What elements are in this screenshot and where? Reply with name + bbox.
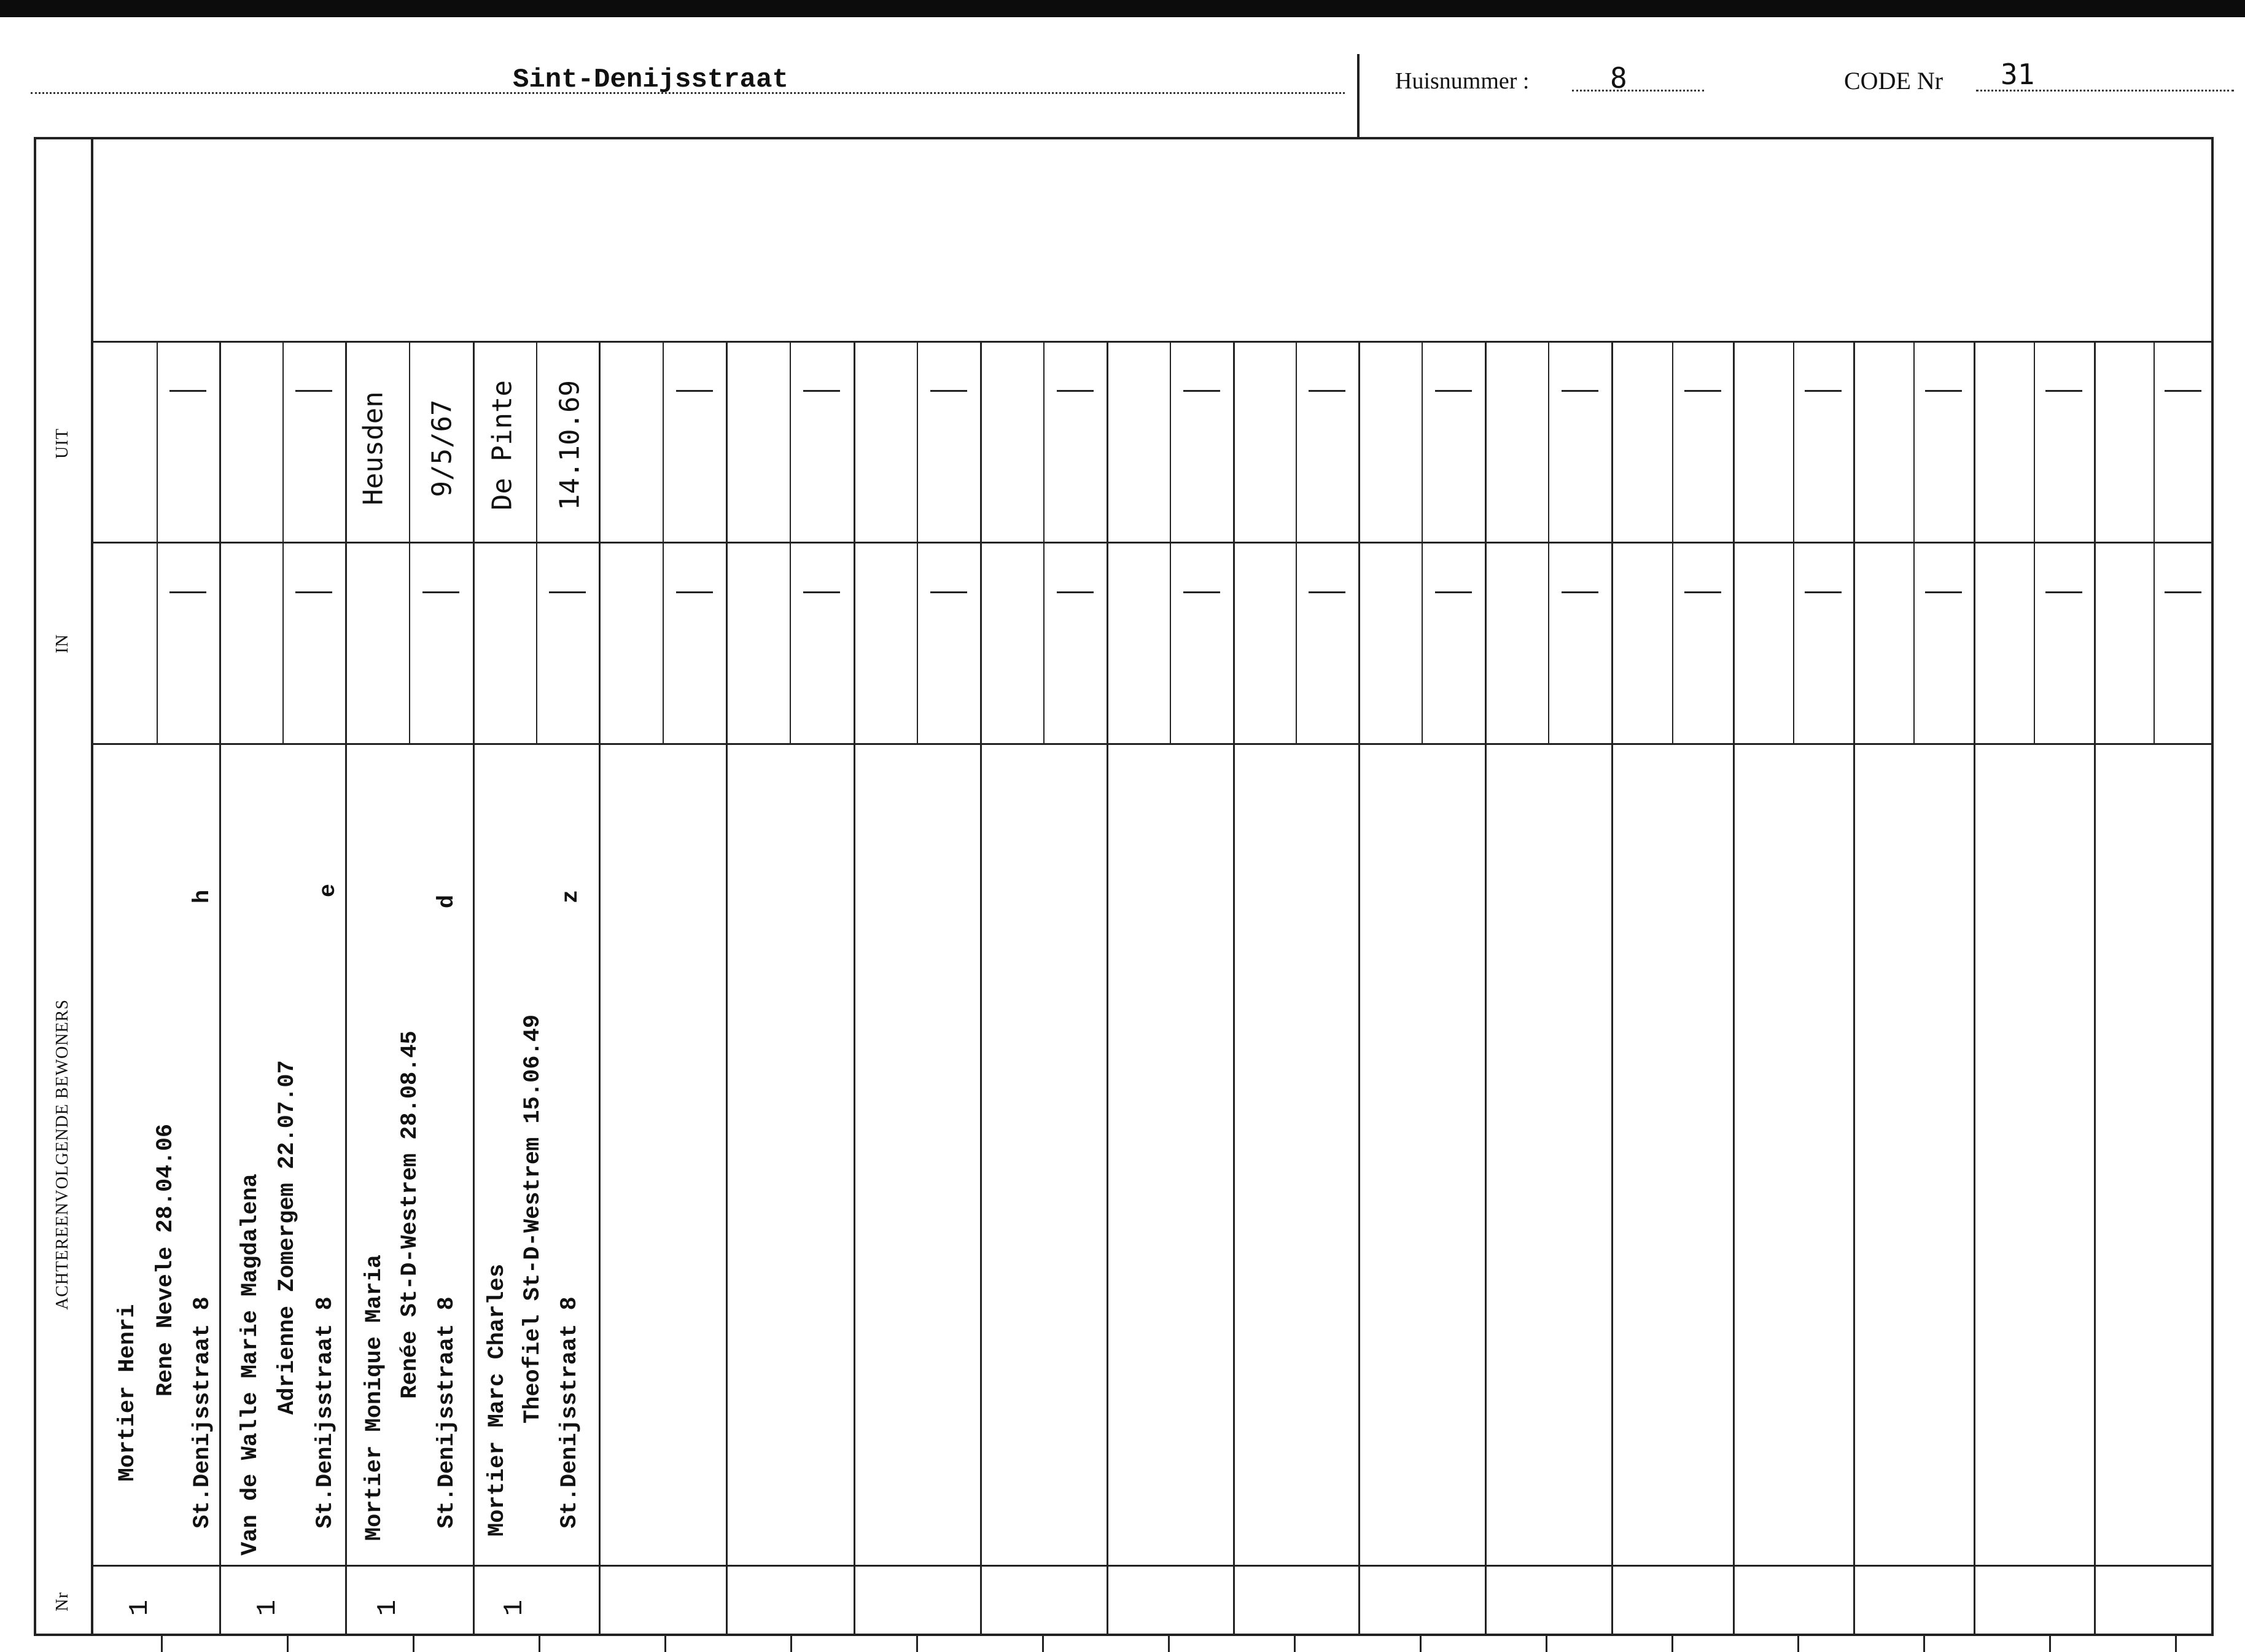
uit-dash-mark <box>1309 390 1345 392</box>
column-divider <box>726 341 728 1635</box>
column-subdivider <box>1043 341 1045 743</box>
bottom-tick <box>1294 1634 1296 1652</box>
record-uit-place: Heusden <box>357 391 389 505</box>
uit-dash-mark <box>1684 390 1721 392</box>
in-dash-mark <box>1057 591 1094 593</box>
in-dash-mark <box>803 591 840 593</box>
record-name: Mortier Marc Charles <box>484 1263 510 1537</box>
uit-dash-mark <box>676 390 713 392</box>
in-dash-mark <box>2165 591 2201 593</box>
uit-dash-mark <box>1562 390 1598 392</box>
column-subdivider <box>1422 341 1423 743</box>
record-role: h <box>190 889 216 904</box>
bottom-tick <box>664 1634 666 1652</box>
record-address: St.Denijsstraat 8 <box>313 1296 338 1529</box>
column-subdivider <box>1672 341 1673 743</box>
in-dash-mark <box>295 591 332 593</box>
uit-dash-mark <box>1925 390 1962 392</box>
in-section-label: IN <box>53 634 72 653</box>
bottom-tick <box>916 1634 918 1652</box>
column-divider <box>599 341 601 1635</box>
in-dash-mark <box>1925 591 1962 593</box>
column-divider <box>473 341 475 1635</box>
column-divider <box>980 341 982 1635</box>
header-divider <box>1357 54 1360 137</box>
code-number-label: CODE Nr <box>1844 67 1943 95</box>
in-dash-mark <box>1684 591 1721 593</box>
residents-top-line <box>91 743 2212 745</box>
uit-dash-mark <box>2045 390 2082 392</box>
record-name: Mortier Henri <box>115 1304 141 1482</box>
uit-dash-mark <box>1183 390 1220 392</box>
residents-section-label: ACHTEREENVOLGENDE BEWONERS <box>53 999 72 1310</box>
bottom-tick <box>790 1634 792 1652</box>
record-nr: 1 <box>125 1599 155 1616</box>
record-address: St.Denijsstraat 8 <box>434 1296 460 1529</box>
house-number-label: Huisnummer : <box>1395 68 1530 94</box>
in-dash-mark <box>169 591 206 593</box>
column-divider <box>219 341 221 1635</box>
column-divider <box>2094 341 2096 1635</box>
bottom-tick <box>1797 1634 1799 1652</box>
record-uit-date: 14.10.69 <box>554 380 586 510</box>
column-subdivider <box>1296 341 1297 743</box>
frame-top <box>34 137 2214 139</box>
bottom-tick <box>1168 1634 1170 1652</box>
record-nr: 1 <box>373 1599 403 1616</box>
record-birth: Rene Nevele 28.04.06 <box>153 1123 179 1397</box>
uit-dash-mark <box>930 390 967 392</box>
uit-dash-mark <box>1435 390 1472 392</box>
column-divider <box>1733 341 1735 1635</box>
street-name: Sint-Denijsstraat <box>513 64 788 95</box>
bottom-tick <box>1923 1634 1925 1652</box>
column-divider <box>1233 341 1235 1635</box>
record-uit-place: De Pinte <box>486 380 518 510</box>
bottom-tick <box>2175 1634 2177 1652</box>
bottom-tick <box>1546 1634 1547 1652</box>
in-dash-mark <box>422 591 459 593</box>
nr-top-line <box>91 1565 2212 1567</box>
uit-section-label: UIT <box>53 428 72 459</box>
bottom-tick <box>287 1634 289 1652</box>
column-subdivider <box>2034 341 2035 743</box>
column-subdivider <box>917 341 918 743</box>
record-name: Mortier Monique Maria <box>362 1254 387 1541</box>
column-subdivider <box>2154 341 2155 743</box>
column-divider <box>1611 341 1613 1635</box>
bottom-tick <box>413 1634 414 1652</box>
bottom-tick <box>1420 1634 1422 1652</box>
record-birth: Renée St-D-Westrem 28.08.45 <box>397 1031 423 1399</box>
column-subdivider <box>409 341 410 743</box>
in-dash-mark <box>930 591 967 593</box>
record-birth: Adrienne Zomergem 22.07.07 <box>274 1060 300 1415</box>
bottom-tick <box>2049 1634 2051 1652</box>
uit-dash-mark <box>169 390 206 392</box>
in-dash-mark <box>549 591 586 593</box>
in-dash-mark <box>1562 591 1598 593</box>
column-subdivider <box>790 341 791 743</box>
nr-section-label: Nr <box>53 1592 72 1611</box>
bottom-tick <box>1671 1634 1673 1652</box>
record-address: St.Denijsstraat 8 <box>190 1296 216 1529</box>
column-subdivider <box>1170 341 1171 743</box>
uit-dash-mark <box>1057 390 1094 392</box>
column-subdivider <box>282 341 284 743</box>
column-divider <box>345 341 347 1635</box>
uit-dash-mark <box>803 390 840 392</box>
frame-bottom <box>34 1634 2214 1636</box>
house-number-value: 8 <box>1610 61 1627 95</box>
code-number-value: 31 <box>2001 58 2035 91</box>
record-address: St.Denijsstraat 8 <box>557 1296 583 1529</box>
label-column-divider <box>91 137 93 1635</box>
column-divider <box>1485 341 1487 1635</box>
column-divider <box>854 341 855 1635</box>
in-dash-mark <box>1309 591 1345 593</box>
record-name: Van de Walle Marie Magdalena <box>238 1174 263 1556</box>
uit-dash-mark <box>1805 390 1842 392</box>
column-subdivider <box>157 341 158 743</box>
house-number-dotted-line <box>1572 90 1704 92</box>
column-subdivider <box>536 341 537 743</box>
scan-top-border <box>0 0 2245 17</box>
frame-right <box>2211 137 2214 1635</box>
in-dash-mark <box>1805 591 1842 593</box>
column-divider <box>1358 341 1360 1635</box>
in-dash-mark <box>2045 591 2082 593</box>
frame-left <box>34 137 36 1635</box>
uit-dash-mark <box>295 390 332 392</box>
column-divider <box>1974 341 1975 1635</box>
record-nr: 1 <box>499 1599 530 1616</box>
column-subdivider <box>663 341 664 743</box>
in-dash-mark <box>676 591 713 593</box>
record-role: z <box>558 889 584 904</box>
record-role: d <box>434 894 460 909</box>
column-subdivider <box>1913 341 1915 743</box>
bottom-tick <box>539 1634 540 1652</box>
column-divider <box>1107 341 1108 1635</box>
record-uit-date: 9/5/67 <box>426 399 458 497</box>
bottom-tick <box>1042 1634 1044 1652</box>
record-birth: Theofiel St-D-Westrem 15.06.49 <box>520 1014 546 1424</box>
in-dash-mark <box>1183 591 1220 593</box>
record-nr: 1 <box>252 1599 283 1616</box>
in-dash-mark <box>1435 591 1472 593</box>
column-subdivider <box>1548 341 1549 743</box>
column-divider <box>1853 341 1855 1635</box>
column-subdivider <box>1793 341 1794 743</box>
bottom-tick <box>161 1634 163 1652</box>
record-role: e <box>316 883 341 898</box>
uit-dash-mark <box>2165 390 2201 392</box>
